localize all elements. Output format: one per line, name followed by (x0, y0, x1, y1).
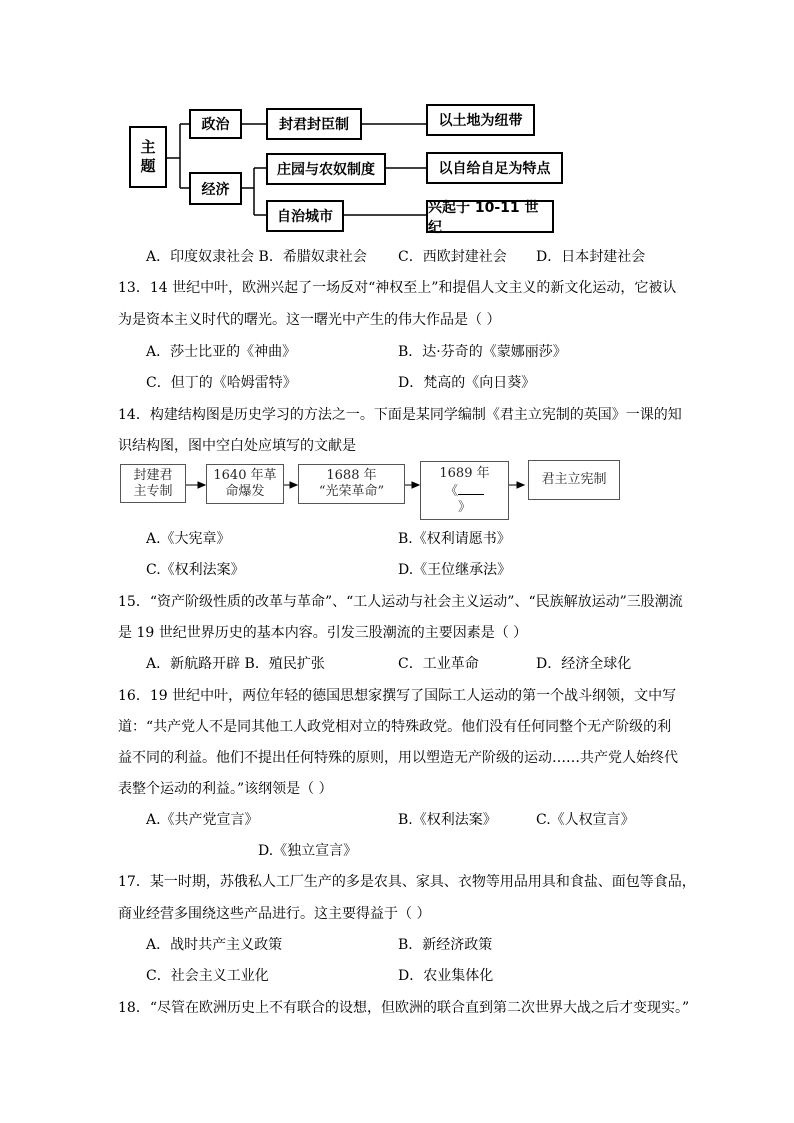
feature-rise-century-box: 兴起于 10-11 世纪 (426, 200, 554, 233)
flow-box-glorious-revolution: 1688 年 “光荣革命” (298, 464, 405, 504)
feature-land-bond-box: 以土地为纽带 (426, 104, 535, 136)
node-feudal-vassal-box: 封君封臣制 (266, 108, 362, 140)
q14-option-c: C.《权利法案》 (146, 562, 245, 578)
feature-self-sufficient-box: 以自给自足为特点 (426, 152, 563, 184)
flow-blank-open: 《 (444, 483, 458, 499)
q15-stem-line1: 15．“资产阶级性质的改革与革命”、“工人运动与社会主义运动”、“民族解放运动”三股潮流 (118, 594, 683, 610)
q12-option-ab: A．印度奴隶社会 B．希腊奴隶社会 (146, 249, 367, 265)
flow-1689-year: 1689 年 (439, 465, 490, 481)
q13-option-c: C．但丁的《哈姆雷特》 (146, 375, 297, 391)
flow-blank-close: 》 (457, 499, 471, 515)
q16-option-b: B.《权利法案》 (398, 812, 497, 828)
node-manor-serf-box: 庄园与农奴制度 (266, 153, 386, 185)
q14-option-d: D.《王位继承法》 (398, 562, 512, 578)
branch-politics-box: 政治 (189, 109, 242, 139)
q16-stem-line1: 16．19 世纪中叶，两位年轻的德国思想家撰写了国际工人运动的第一个战斗纲领，文中写 (118, 688, 677, 704)
q17-option-a: A．战时共产主义政策 (146, 937, 283, 953)
flow-blank (458, 482, 484, 495)
q14-option-a: A.《大宪章》 (146, 531, 231, 547)
q16-option-a: A.《共产党宣言》 (146, 812, 259, 828)
q13-option-b: B．达·芬奇的《蒙娜丽莎》 (398, 344, 567, 360)
diagram-root-box: 主 题 (129, 126, 167, 188)
q16-stem-line3: 益不同的利益。他们不提出任何特殊的原则，用以塑造无产阶级的运动……共产党人始终代 (118, 750, 678, 766)
q12-option-d: D．日本封建社会 (536, 249, 646, 265)
q15-stem-line2: 是 19 世纪世界历史的基本内容。引发三股潮流的主要因素是（ ） (118, 625, 528, 641)
q17-stem-line1: 17．某一时期，苏俄私人工厂生产的多是农具、家具、衣物等用品用具和食盐、面包等食品， (118, 874, 696, 890)
q16-option-d: D.《独立宣言》 (258, 843, 358, 859)
node-autonomous-city-box: 自治城市 (266, 200, 344, 232)
flow-box-absolute-monarchy: 封建君 主专制 (120, 464, 186, 503)
flow-box-constitutional-monarchy: 君主立宪制 (528, 460, 620, 500)
q13-option-a: A．莎士比亚的《神曲》 (146, 344, 297, 360)
q14-stem-line2: 识结构图，图中空白处应填写的文献是 (118, 438, 356, 454)
q15-option-d: D．经济全球化 (536, 656, 632, 672)
flow-box-1640-revolution: 1640 年革 命爆发 (206, 464, 284, 504)
q17-stem-line2: 商业经营多围绕这些产品进行。这主要得益于（ ） (118, 906, 431, 922)
q13-stem-line2: 为是资本主义时代的曙光。这一曙光中产生的伟大作品是（ ） (118, 312, 501, 328)
q17-option-b: B．新经济政策 (398, 937, 493, 953)
q15-option-c: C．工业革命 (398, 656, 479, 672)
q17-option-c: C．社会主义工业化 (146, 968, 269, 984)
q13-option-d: D．梵高的《向日葵》 (398, 375, 536, 391)
q16-stem-line2: 道：“共产党人不是同其他工人政党相对立的特殊政党。他们没有任何同整个无产阶级的利 (118, 719, 672, 735)
q18-stem-line1: 18．“尽管在欧洲历史上不有联合的设想，但欧洲的联合直到第二次世界大战之后才变现实。” (118, 1000, 690, 1016)
q16-stem-line4: 表整个运动的利益。”该纲领是（ ） (118, 781, 333, 797)
q14-option-b: B.《权利请愿书》 (398, 531, 511, 547)
q14-stem-line1: 14．构建结构图是历史学习的方法之一。下面是某同学编制《君主立宪制的英国》一课的知 (118, 407, 682, 423)
branch-economy-box: 经济 (189, 172, 242, 205)
q12-option-c: C．西欧封建社会 (398, 249, 507, 265)
q15-option-ab: A．新航路开辟 B．殖民扩张 (146, 656, 325, 672)
q16-option-c: C.《人权宣言》 (536, 812, 635, 828)
q17-option-d: D．农业集体化 (398, 968, 494, 984)
flow-box-1689 (420, 461, 509, 520)
q13-stem-line1: 13．14 世纪中叶，欧洲兴起了一场反对“神权至上”和提倡人文主义的新文化运动，它被认 (118, 280, 677, 296)
